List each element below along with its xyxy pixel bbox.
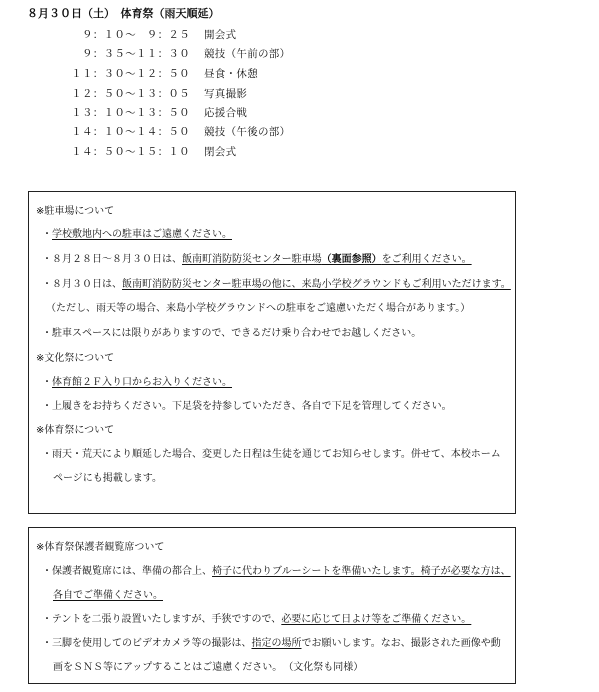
seating-note-3-text: でお願いします。なお、撮影された画像や動	[301, 638, 501, 649]
bullet: ・	[42, 566, 52, 577]
schedule-time: １１：３０～１２：５０	[71, 68, 190, 80]
bullet: ・	[42, 279, 52, 290]
schedule-time: ９：３５～１１：３０	[82, 48, 190, 60]
event-title: ８月３０日（土） 体育祭（雨天順延）	[27, 7, 220, 20]
seating-note-2-lead: テントを二張り設置いたしますが、手狭ですので、	[52, 614, 282, 625]
parking-note-3-date: ８月３０日は、	[52, 279, 122, 290]
bullet: ・	[42, 254, 52, 265]
sports-note-1-cont: ページにも掲載します。	[53, 473, 162, 484]
bullet: ・	[42, 229, 52, 240]
culture-note-2-text: 上履きをお持ちください。下足袋を持参していただき、各自で下足を管理してください。	[52, 401, 452, 412]
schedule-row	[0, 27, 236, 42]
schedule-row	[0, 66, 258, 81]
schedule-desc: 閉会式	[204, 146, 237, 158]
seating-note-1	[42, 562, 511, 577]
bullet: ・	[42, 638, 52, 649]
parking-note-1-text: 学校敷地内への駐車はご遠慮ください。	[52, 229, 232, 240]
notice-box-spectator-seating	[28, 527, 516, 684]
bullet: ・	[42, 449, 52, 460]
schedule-row	[0, 46, 290, 61]
seating-note-3-place: 指定の場所	[251, 638, 302, 649]
schedule-time: １４：１０～１４：５０	[71, 126, 190, 138]
sports-note-1-text: 雨天・荒天により順延した場合、変更した日程は生徒を通じてお知らせします。併せて、本校ホーム	[52, 449, 501, 460]
schedule-desc: 応援合戦	[204, 107, 248, 119]
schedule-time: １２：５０～１３：０５	[71, 88, 190, 100]
schedule-row	[0, 105, 247, 120]
parking-note-2-place: 飯南町消防防災センター駐車場	[182, 254, 322, 265]
seating-note-3-cont	[53, 658, 363, 673]
sports-note-1	[42, 445, 501, 460]
schedule-row	[0, 144, 236, 159]
sports-heading: ※体育祭について	[36, 425, 115, 436]
notice-box-parking-culture-sports	[28, 191, 516, 514]
culture-note-2	[42, 397, 452, 412]
schedule-time: １４：５０～１５：１０	[71, 146, 190, 158]
seating-heading: ※体育祭保護者観覧席ついて	[36, 542, 165, 553]
parking-note-2-ref: （裏面参照）	[321, 254, 382, 265]
seating-note-3-cont-text: 画をＳＮＳ等にアップすることはご遠慮ください。	[53, 662, 283, 673]
seating-note-2	[42, 610, 471, 625]
seating-note-1-text: 椅子に代わりブルーシートを準備いたします。椅子が必要な方は、	[212, 566, 511, 577]
schedule-time: ９：１０～ ９：２５	[82, 29, 190, 41]
parking-note-2-tail: をご利用ください。	[381, 254, 472, 265]
culture-note-1-text: 体育館２Ｆ入り口からお入りください。	[52, 377, 232, 388]
parking-note-4	[42, 324, 421, 339]
schedule-row	[0, 86, 247, 101]
parking-note-2-date: ８月２８日～８月３０日は、	[52, 254, 182, 265]
bullet: ・	[42, 401, 52, 412]
parking-note-3-text: 飯南町消防防災センター駐車場の他に、来島小学校グラウンドもご利用いただけます。	[122, 279, 511, 290]
schedule-time: １３：１０～１３：５０	[71, 107, 190, 119]
seating-note-2-text: 必要に応じて日よけ等をご準備ください。	[281, 614, 472, 625]
schedule-row	[0, 124, 290, 139]
seating-note-3	[42, 634, 501, 649]
seating-note-1-cont	[53, 586, 163, 601]
seating-note-1-cont-text: 各自でご準備ください。	[53, 590, 163, 601]
schedule-desc: 競技（午後の部）	[204, 126, 291, 138]
bullet: ・	[42, 377, 52, 388]
seating-note-3-aside: （文化祭も同様）	[288, 662, 364, 673]
parking-note-1	[42, 225, 232, 240]
parking-note-3-caveat: （ただし、雨天等の場合、来島小学校グラウンドへの駐車をご遠慮いただく場合があります。）	[46, 303, 471, 314]
parking-note-3	[42, 275, 511, 290]
seating-note-1-lead: 保護者観覧席には、準備の都合上、	[52, 566, 212, 577]
bullet: ・	[42, 328, 52, 339]
culture-note-1	[42, 373, 232, 388]
seating-note-3-lead: 三脚を使用してのビデオカメラ等の撮影は、	[52, 638, 252, 649]
bullet: ・	[42, 614, 52, 625]
schedule-desc: 競技（午前の部）	[204, 48, 291, 60]
parking-note-2	[42, 250, 472, 265]
parking-note-4-text: 駐車スペースには限りがありますので、できるだけ乗り合わせでお越しください。	[52, 328, 422, 339]
schedule-desc: 開会式	[204, 29, 237, 41]
parking-heading: ※駐車場について	[36, 206, 115, 217]
schedule-desc: 写真撮影	[204, 88, 248, 100]
schedule-desc: 昼食・休憩	[204, 68, 258, 80]
culture-heading: ※文化祭について	[36, 353, 115, 364]
